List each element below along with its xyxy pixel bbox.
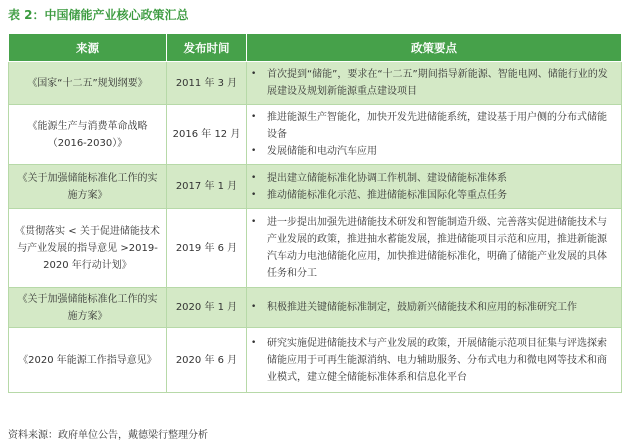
source-cell: 《国家“十二五”规划纲要》 [9,62,167,105]
date-cell: 2020 年 6 月 [167,328,247,393]
date-cell: 2020 年 1 月 [167,288,247,328]
header-date: 发布时间 [167,34,247,62]
points-cell [247,62,622,105]
points-cell [247,165,622,209]
policy-point [251,109,615,143]
policy-point-text: 进一步提出加强先进储能技术研发和智能制造升级、完善落实促进储能技术与产业发展的政策，推进抽水蓄能发展，推进储能项目示范和应用，推进新能源汽车动力电池储能化应用，加快推进储能标准化，明确了储能产业发展的具体任务和分工 [267,217,607,279]
points-cell [247,209,622,288]
bullet-icon: • [251,112,257,122]
policy-point [251,214,615,282]
header-source: 来源 [9,34,167,62]
source-cell: 《贯彻落实 < 关于促进储能技术与产业发展的指导意见 >2019-2020 年行动计划》 [9,209,167,288]
policy-point-text: 首次提到“储能”，要求在“十二五”期间指导新能源、智能电网、储能行业的发展建设及规划新能源重点建设项目 [267,69,608,97]
table-caption [8,6,189,23]
policy-point-text: 研究实施促进储能技术与产业发展的政策，开展储能示范项目征集与评选探索储能应用于可再生能源消纳、电力辅助服务、分布式电力和微电网等技术和商业模式，建立健全储能标准体系和信息化平台 [267,337,607,383]
policy-point-text: 发展储能和电动汽车应用 [267,146,377,157]
bullet-icon: • [251,69,257,79]
policy-point-text: 推进能源生产智能化，加快开发先进储能系统，建设基于用户侧的分布式储能设备 [267,112,607,140]
table-row [9,62,622,105]
bullet-icon: • [251,146,257,156]
caption-title: 中国储能产业核心政策汇总 [44,8,189,22]
caption-label: 表 2： [8,8,45,22]
date-cell: 2011 年 3 月 [167,62,247,105]
table-header-row [9,34,622,62]
policy-point [251,66,615,100]
policy-point-text: 积极推进关键储能标准制定，鼓励新兴储能技术和应用的标准研究工作 [267,302,577,313]
table-row [9,105,622,165]
policy-point [251,335,615,386]
table-row [9,165,622,209]
source-cell: 《关于加强储能标准化工作的实施方案》 [9,165,167,209]
table-row [9,288,622,328]
date-cell: 2017 年 1 月 [167,165,247,209]
source-note: 资料来源：政府单位公告，戴德梁行整理分析 [8,430,208,441]
policy-point-text: 推动储能标准化示范、推进储能标准国际化等重点任务 [267,189,507,201]
date-cell: 2019 年 6 月 [167,209,247,288]
policy-point [251,143,615,160]
table-row [9,328,622,393]
bullet-icon: • [251,172,257,183]
date-cell: 2016 年 12 月 [167,105,247,165]
policy-point [251,187,615,204]
points-cell [247,328,622,393]
source-cell: 《能源生产与消费革命战略（2016-2030）》 [9,105,167,165]
policy-point [251,299,615,316]
policy-table [8,33,622,393]
points-cell [247,288,622,328]
table-row [9,209,622,288]
bullet-icon: • [251,189,257,200]
bullet-icon: • [251,217,257,227]
bullet-icon: • [251,337,257,348]
bullet-icon: • [251,302,257,312]
policy-point-text: 提出建立储能标准化协调工作机制、建设储能标准体系 [267,172,507,184]
header-points: 政策要点 [247,34,622,62]
source-cell: 《关于加强储能标准化工作的实施方案》 [9,288,167,328]
source-cell: 《2020 年能源工作指导意见》 [9,328,167,393]
policy-point [251,170,615,187]
points-cell [247,105,622,165]
